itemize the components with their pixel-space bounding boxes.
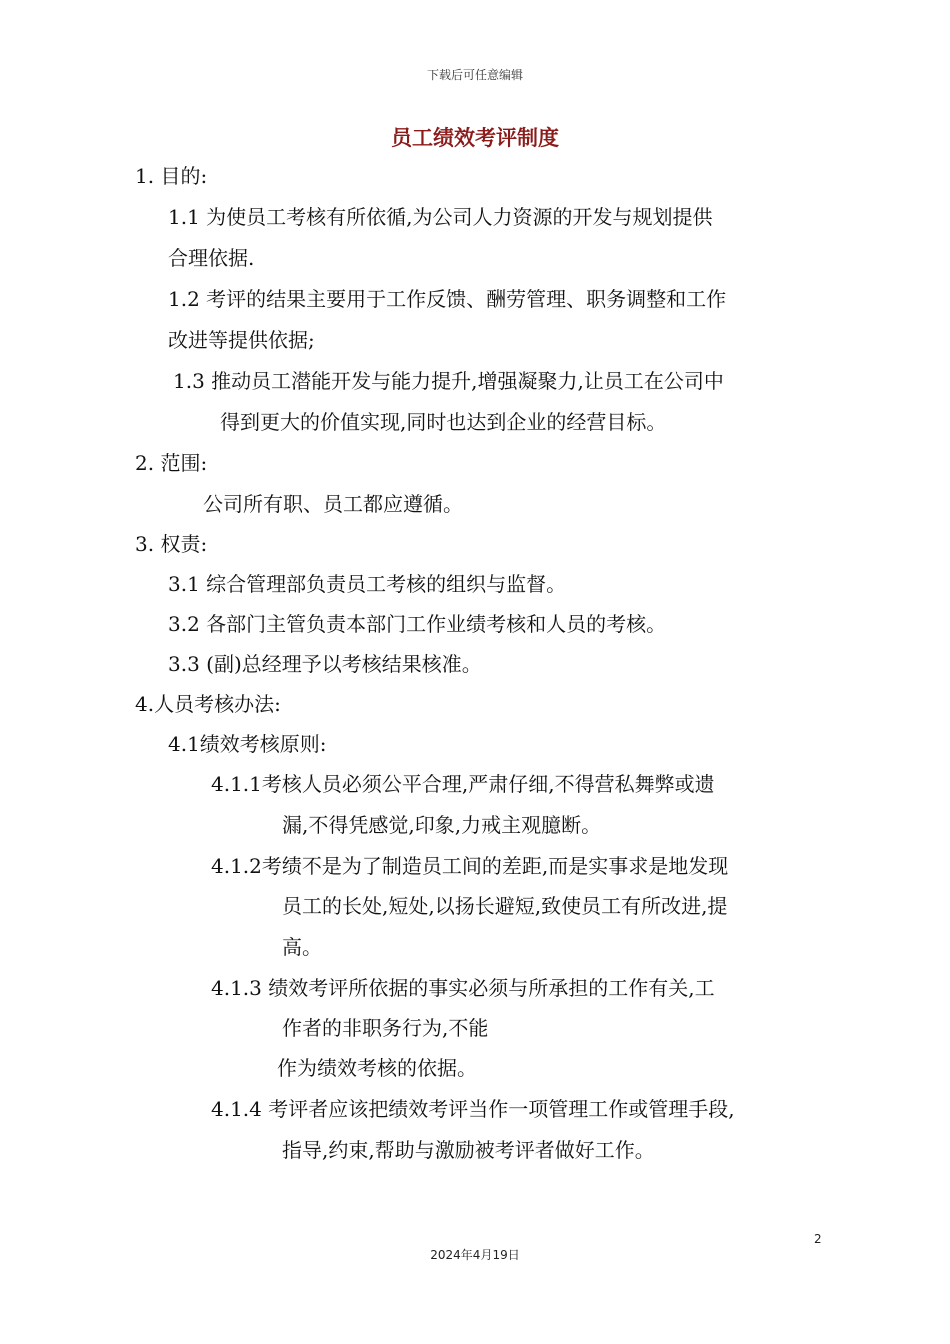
clause-4-1-3-line-3: 作为绩效考核的依据。 — [277, 1056, 477, 1080]
section-4-heading: 4.人员考核办法: — [135, 692, 281, 716]
clause-4-1-2-line-3: 高。 — [282, 935, 322, 959]
clause-3-2: 3.2 各部门主管负责本部门工作业绩考核和人员的考核。 — [168, 612, 667, 636]
section-3-heading: 3. 权责: — [135, 532, 208, 556]
clause-4-1-1-line-2: 漏,不得凭感觉,印象,力戒主观臆断。 — [282, 813, 602, 837]
page-number: 2 — [814, 1232, 822, 1246]
clause-1-2-line-2: 改进等提供依据; — [168, 328, 315, 352]
clause-4-1-1-line-1: 4.1.1考核人员必须公平合理,严肃仔细,不得营私舞弊或遗 — [211, 772, 715, 796]
clause-1-2-line-1: 1.2 考评的结果主要用于工作反馈、酬劳管理、职务调整和工作 — [168, 287, 727, 311]
clause-4-1-2-line-2: 员工的长处,短处,以扬长避短,致使员工有所改进,提 — [282, 894, 728, 918]
clause-1-1-line-2: 合理依据. — [168, 246, 255, 270]
clause-4-1-3-line-2: 作者的非职务行为,不能 — [282, 1016, 489, 1040]
scope-text: 公司所有职、员工都应遵循。 — [203, 492, 463, 516]
footer-date: 2024年4月19日 — [430, 1248, 520, 1262]
clause-4-1-3-line-1: 4.1.3 绩效考评所依据的事实必须与所承担的工作有关,工 — [211, 976, 715, 1000]
clause-4-1-2-line-1: 4.1.2考绩不是为了制造员工间的差距,而是实事求是地发现 — [211, 854, 729, 878]
clause-4-1-heading: 4.1绩效考核原则: — [168, 732, 327, 756]
clause-1-3-line-1: 1.3 推动员工潜能开发与能力提升,增强凝聚力,让员工在公司中 — [173, 369, 724, 393]
clause-4-1-4-line-1: 4.1.4 考评者应该把绩效考评当作一项管理工作或管理手段, — [211, 1097, 735, 1121]
clause-1-3-line-2: 得到更大的价值实现,同时也达到企业的经营目标。 — [220, 410, 667, 434]
clause-1-1-line-1: 1.1 为使员工考核有所依循,为公司人力资源的开发与规划提供 — [168, 205, 713, 229]
document-title: 员工绩效考评制度 — [391, 126, 559, 150]
header-note: 下载后可任意编辑 — [426, 68, 523, 82]
clause-3-1: 3.1 综合管理部负责员工考核的组织与监督。 — [168, 572, 567, 596]
section-2-heading: 2. 范围: — [135, 451, 208, 475]
clause-4-1-4-line-2: 指导,约束,帮助与激励被考评者做好工作。 — [282, 1138, 655, 1162]
clause-3-3: 3.3 (副)总经理予以考核结果核准。 — [168, 652, 482, 676]
section-1-heading: 1. 目的: — [135, 164, 208, 188]
